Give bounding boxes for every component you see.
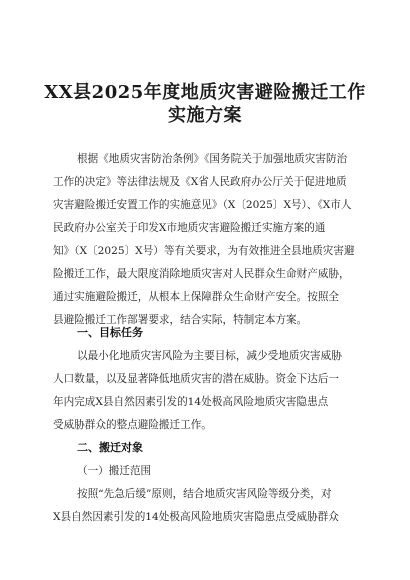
intro-line-4: 民政府办公室关于印发X市地质灾害避险搬迁实施方案的通 [53,222,326,234]
intro-line-8: 县避险搬迁工作部署要求，结合实际，特制定本方案。 [53,314,308,326]
section-2-subheading: （一）搬迁范围 [77,465,152,477]
section-1-line-4: 受威胁群众的整点避险搬迁工作。 [53,419,212,431]
section-1-heading: 一、目标任务 [77,326,143,339]
intro-line-7: 通过实施避险搬迁，从根本上保障群众生命财产安全。按照全 [53,291,340,303]
section-1-line-3: 年内完成X县自然因素引发的14处极高风险地质灾害隐患点 [53,396,329,408]
intro-line-3: 灾害避险搬迁安置工作的实施意见》（X〔2025〕X号）、《X市人 [53,199,352,211]
section-2-line-1: 按照“先急后缓”原则，结合地质灾害风险等级分类，对 [77,488,332,500]
intro-line-2: 工作的决定》等法律法规及《X省人民政府办公厅关于促进地质 [53,176,347,188]
document-title-line-2: 实施方案 [168,105,242,126]
intro-line-1: 根据《地质灾害防治条例》《国务院关于加强地质灾害防治 [77,153,348,165]
document-title-line-1: XX县2025年度地质灾害避险搬迁工作 [44,82,366,103]
section-1-line-1: 以最小化地质灾害风险为主要目标，减少受地质灾害威胁 [77,350,342,362]
section-1-line-2: 人口数量，以及显著降低地质灾害的潜在威胁。资金下达后一 [53,373,340,385]
section-2-heading: 二、搬迁对象 [77,441,143,454]
intro-line-6: 险搬迁工作，最大限度消除地质灾害对人民群众生命财产威胁， [53,268,350,280]
intro-line-5: 知》（X〔2025〕X号）等有关要求，为有效推进全县地质灾害避 [53,245,355,257]
section-2-line-2: X县自然因素引发的14处极高风险地质灾害隐患点受威胁群众 [53,511,339,523]
